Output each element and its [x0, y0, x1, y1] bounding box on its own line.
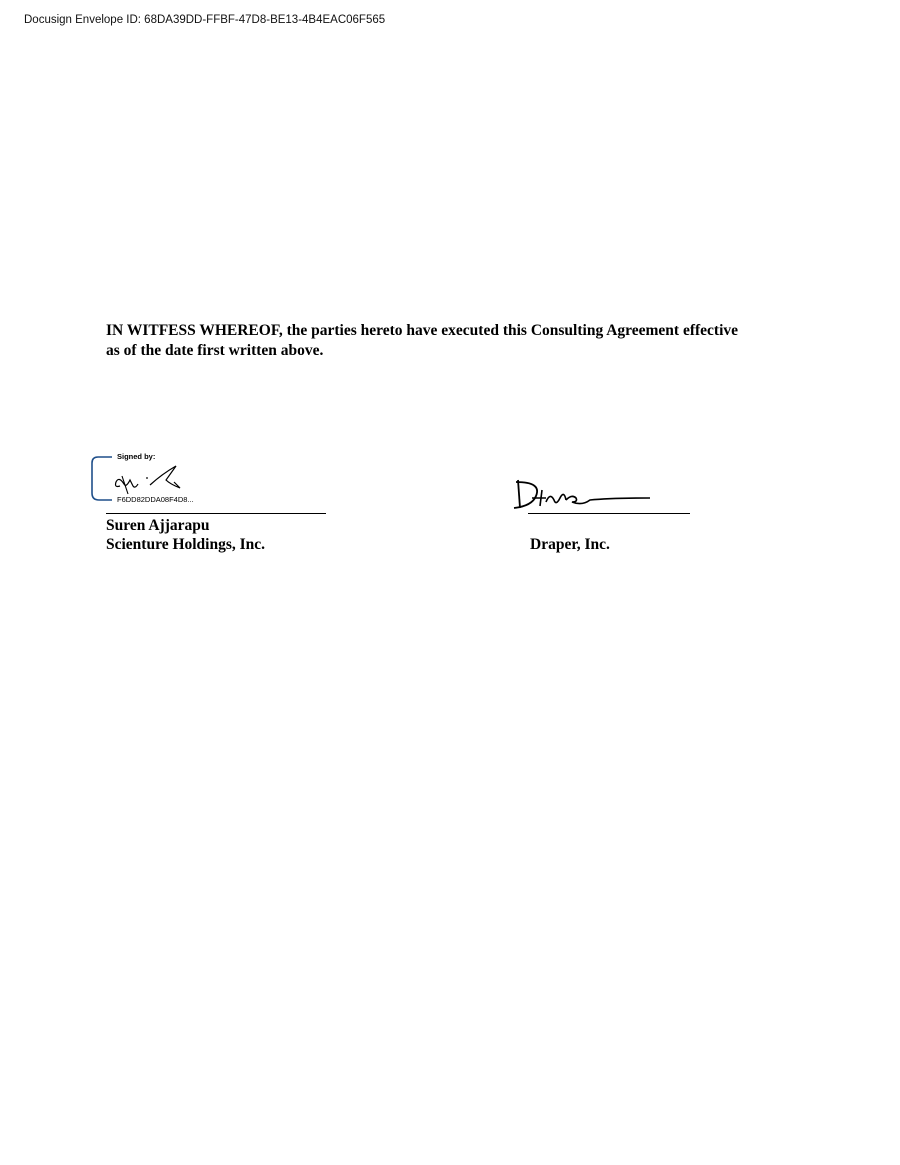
witness-line-2: as of the date first written above. [106, 342, 324, 359]
signature-line-right [528, 513, 690, 514]
signature-line-left [106, 513, 326, 514]
witness-line-1: IN WITFESS WHEREOF, the parties hereto have executed this Consulting Agreement effective [106, 322, 739, 339]
witness-clause [106, 321, 806, 361]
envelope-id-header: Docusign Envelope ID: 68DA39DD-FFBF-47D8-BE13-4B4EAC06F565 [24, 14, 386, 26]
signature-image-left [100, 458, 200, 498]
signature-image-right [510, 476, 660, 512]
signer-name-left: Suren Ajjarapu [106, 517, 210, 534]
signer-hash: F6DD82DDA08F4D8... [117, 495, 194, 504]
company-name-right: Draper, Inc. [530, 536, 610, 553]
signed-by-label: Signed by: [117, 452, 156, 461]
company-name-left: Scienture Holdings, Inc. [106, 536, 266, 553]
